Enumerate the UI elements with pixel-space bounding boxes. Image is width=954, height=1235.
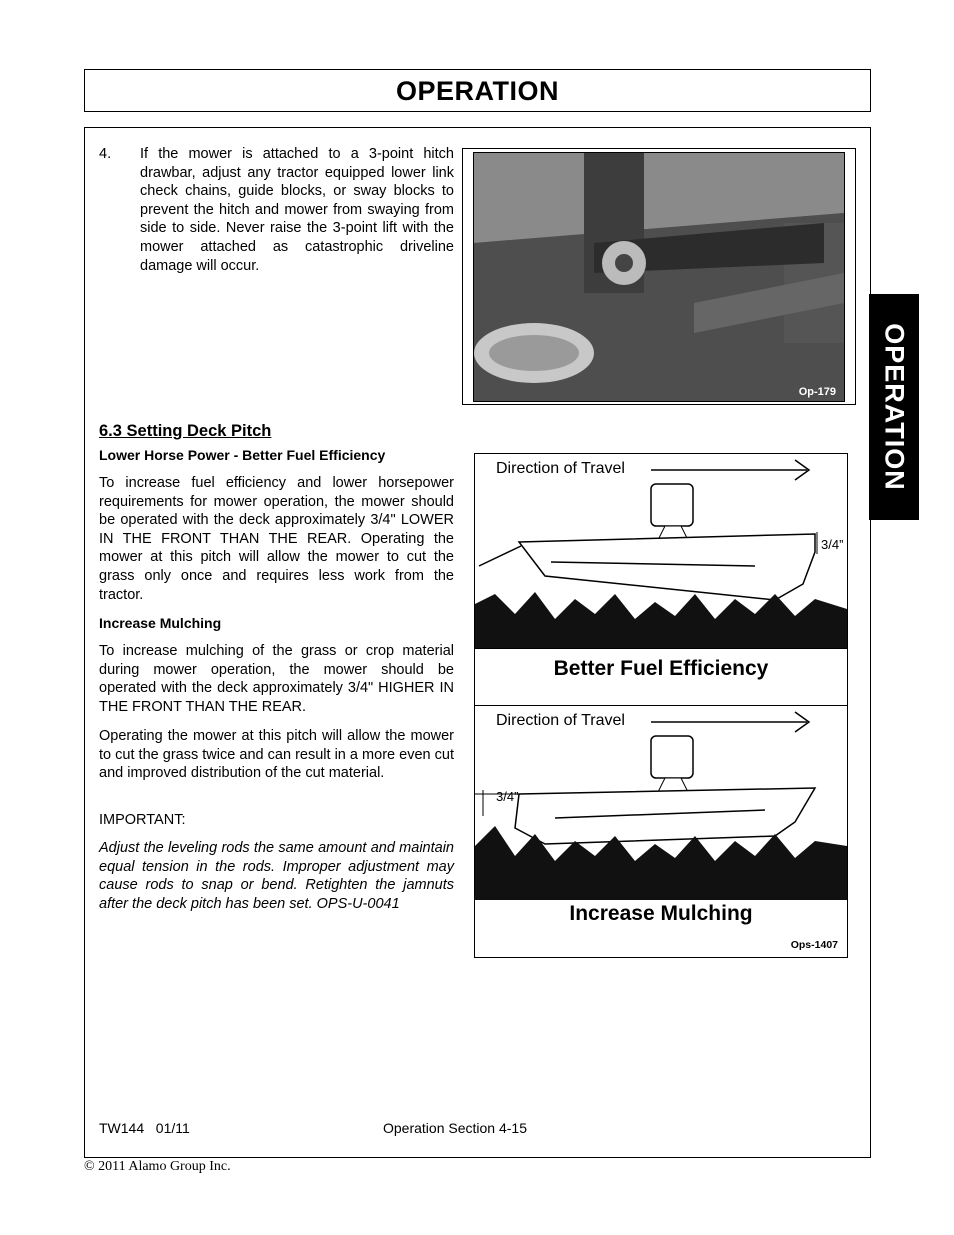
section-title: 6.3 Setting Deck Pitch bbox=[99, 422, 272, 440]
para-fuel: To increase fuel efficiency and lower horsepower requirements for mower operation, the mower should be operated with the deck approximately 3/4" LOWER IN THE FRONT THAN THE REAR. Operating the mower at this pitch will allow the mower to cut the grass only once and requires less work from the tractor. bbox=[99, 475, 454, 603]
fuel-efficiency-illustration bbox=[475, 454, 847, 648]
side-tab bbox=[869, 294, 919, 520]
step-number: 4. bbox=[99, 146, 112, 162]
dimension-label-top: 3/4” bbox=[821, 537, 844, 552]
caption-fuel-efficiency: Better Fuel Efficiency bbox=[553, 657, 769, 680]
important-label: IMPORTANT: bbox=[99, 812, 186, 828]
subheading-fuel: Lower Horse Power - Better Fuel Efficiency bbox=[99, 447, 386, 463]
caption-increase-mulching: Increase Mulching bbox=[569, 902, 753, 925]
mulching-panel bbox=[475, 706, 847, 900]
footer-model-date: TW144 01/11 bbox=[99, 1120, 190, 1136]
page-header bbox=[84, 69, 871, 112]
side-tab-label: OPERATION bbox=[879, 323, 910, 491]
photo-label: Op-179 bbox=[798, 386, 836, 398]
copyright: © 2011 Alamo Group Inc. bbox=[84, 1159, 231, 1174]
deck-pitch-diagram bbox=[474, 453, 848, 958]
travel-label-top: Direction of Travel bbox=[496, 460, 625, 477]
important-text: Adjust the leveling rods the same amount and maintain equal tension in the rods. Improper adjustment may cause rods to snap or bend. Retighten the jamnuts after the deck pitch has been set. OPS-U-0041 bbox=[99, 840, 454, 912]
mulching-illustration bbox=[475, 706, 847, 900]
page-title: OPERATION bbox=[395, 76, 559, 106]
para-mulching: To increase mulching of the grass or crop material during mower operation, the mower should be operated with the deck approximately 3/4" HIGHER IN THE FRONT THAN THE REAR. bbox=[99, 643, 454, 715]
photo-frame bbox=[462, 148, 856, 405]
hitch-photo bbox=[473, 152, 845, 402]
footer-section: Operation Section 4-15 bbox=[383, 1120, 527, 1136]
dimension-label-bottom: 3/4” bbox=[496, 789, 519, 804]
diagram-label: Ops-1407 bbox=[790, 939, 838, 951]
hitch-photo-illustration bbox=[474, 153, 844, 401]
travel-label-bottom: Direction of Travel bbox=[496, 712, 625, 729]
step-text: If the mower is attached to a 3-point hitch drawbar, adjust any tractor equipped lower link check chains, guide blocks, or sway blocks to prevent the hitch and mower from swaying from side to side. Never raise the 3-point lift with the mower attached as catastrophic driveline damage will occur. bbox=[140, 146, 454, 274]
para-mulching-result: Operating the mower at this pitch will allow the mower to cut the grass twice and can result in a more even cut and improved distribution of the cut material. bbox=[99, 728, 454, 782]
fuel-efficiency-panel bbox=[475, 454, 847, 648]
subheading-mulching: Increase Mulching bbox=[99, 615, 222, 631]
panel-divider bbox=[475, 648, 847, 649]
